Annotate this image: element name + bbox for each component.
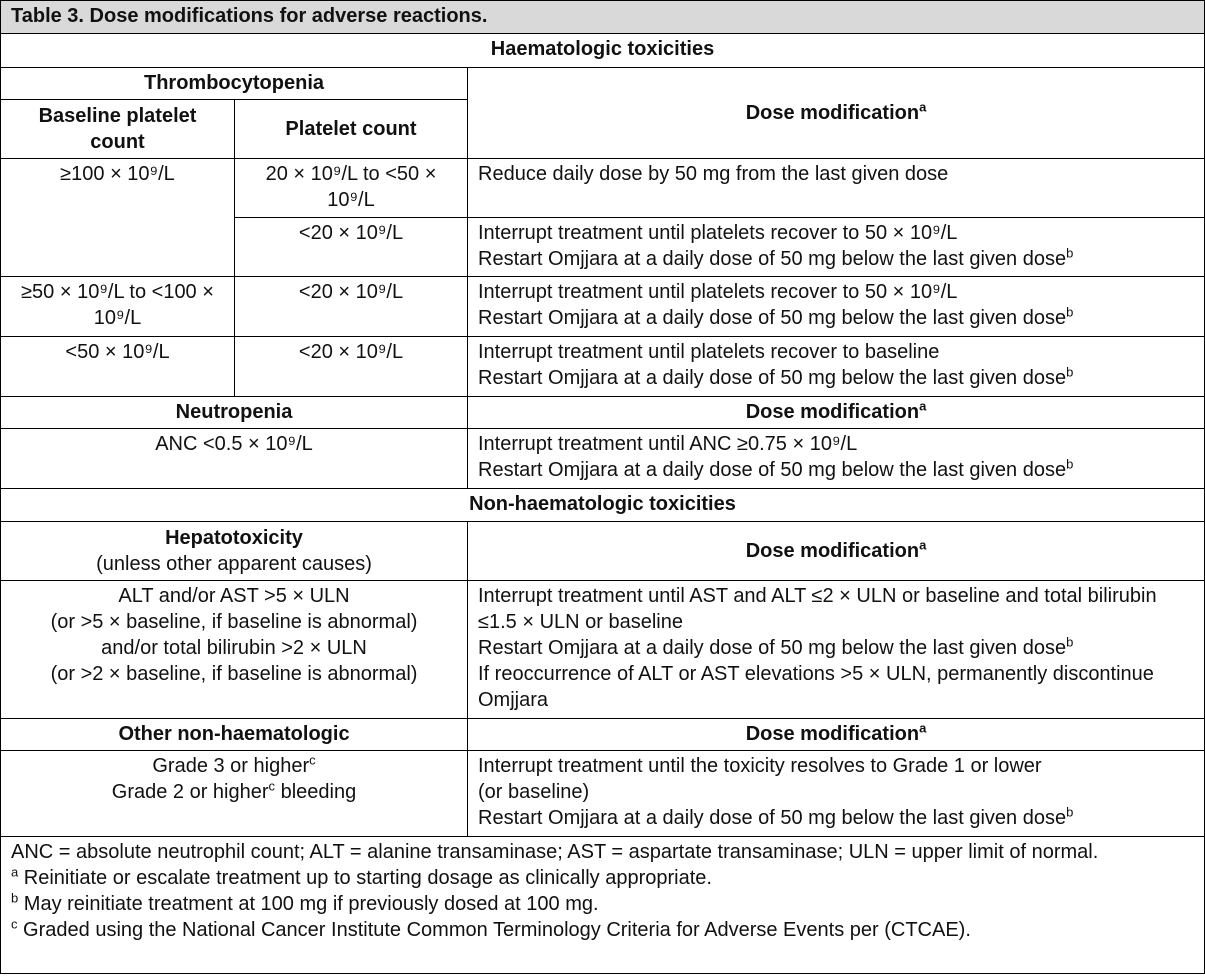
platelet-cell: <20 × 10⁹/L (235, 337, 468, 397)
baseline-cell: <50 × 10⁹/L (1, 337, 235, 397)
platelet-cell: 20 × 10⁹/L to <50 × 10⁹/L (235, 159, 468, 218)
dose-modification-header: Dose modification$^a$ (468, 719, 1205, 751)
action-cell: Interrupt treatment until ANC ≥0.75 × 10⁹/L Restart Omjjara at a daily dose of 50 mg below the last given dose$^b$ (468, 429, 1205, 489)
section-haematologic: Haematologic toxicities (1, 34, 1205, 68)
baseline-cell: ≥100 × 10⁹/L (1, 159, 235, 277)
action-cell: Interrupt treatment until platelets recover to baseline Restart Omjjara at a daily dose of 50 mg below the last given dose$^b$ (468, 337, 1205, 397)
hepatotoxicity-criterion: ALT and/or AST >5 × ULN (or >5 × baseline, if baseline is abnormal) and/or total bilirubin >2 × ULN (or >2 × baseline, if baseline is abnormal) (1, 581, 468, 719)
action-cell: Reduce daily dose by 50 mg from the last given dose (468, 159, 1205, 218)
thrombocytopenia-header: Thrombocytopenia (1, 68, 468, 100)
action-cell: Interrupt treatment until the toxicity resolves to Grade 1 or lower (or baseline) Restart Omjjara at a daily dose of 50 mg below the last given dose$^b$ (468, 751, 1205, 837)
footnote-a: $^a$ Reinitiate or escalate treatment up to starting dosage as clinically appropriate. (11, 864, 712, 889)
other-criterion: Grade 3 or higher$^c$ Grade 2 or higher$^c$ bleeding (1, 751, 468, 837)
dose-modification-header: Dose modification$^a$ (468, 522, 1205, 581)
footnote-c: $^c$ Graded using the National Cancer Institute Common Terminology Criteria for Adverse Events per (CTCAE). (11, 916, 971, 941)
baseline-cell: ≥50 × 10⁹/L to <100 × 10⁹/L (1, 277, 235, 337)
platelet-cell: <20 × 10⁹/L (235, 277, 468, 337)
action-cell: Interrupt treatment until platelets recover to 50 × 10⁹/L Restart Omjjara at a daily dose of 50 mg below the last given dose$^b$ (468, 277, 1205, 337)
baseline-platelet-header: Baseline platelet count (1, 100, 235, 159)
footnotes (1, 837, 1205, 974)
section-non-haematologic: Non-haematologic toxicities (1, 489, 1205, 522)
neutropenia-header: Neutropenia (1, 397, 468, 429)
footnote-abbreviations: ANC = absolute neutrophil count; ALT = alanine transaminase; AST = aspartate transaminase; ULN = upper limit of normal. (11, 841, 1099, 863)
platelet-cell: <20 × 10⁹/L (235, 218, 468, 277)
other-non-haematologic-header: Other non-haematologic (1, 719, 468, 751)
action-cell: Interrupt treatment until AST and ALT ≤2 × ULN or baseline and total bilirubin ≤1.5 × ULN or baseline Restart Omjjara at a daily dose of 50 mg below the last given dose$^b$ If reoccurrence of ALT or AST elevations >5 × ULN, permanently discontinue Omjjara (468, 581, 1205, 719)
dose-modification-header: Dose modification$^a$ (468, 397, 1205, 429)
footnote-b: $^b$ May reinitiate treatment at 100 mg if previously dosed at 100 mg. (11, 890, 599, 915)
table-title: Table 3. Dose modifications for adverse reactions. (1, 1, 1205, 34)
neutropenia-criterion: ANC <0.5 × 10⁹/L (1, 429, 468, 489)
hepatotoxicity-header: Hepatotoxicity (unless other apparent causes) (1, 522, 468, 581)
platelet-count-header: Platelet count (235, 100, 468, 159)
dose-modification-header: Dose modification$^a$ (468, 68, 1205, 159)
action-cell: Interrupt treatment until platelets recover to 50 × 10⁹/L Restart Omjjara at a daily dose of 50 mg below the last given dose$^b$ (468, 218, 1205, 277)
